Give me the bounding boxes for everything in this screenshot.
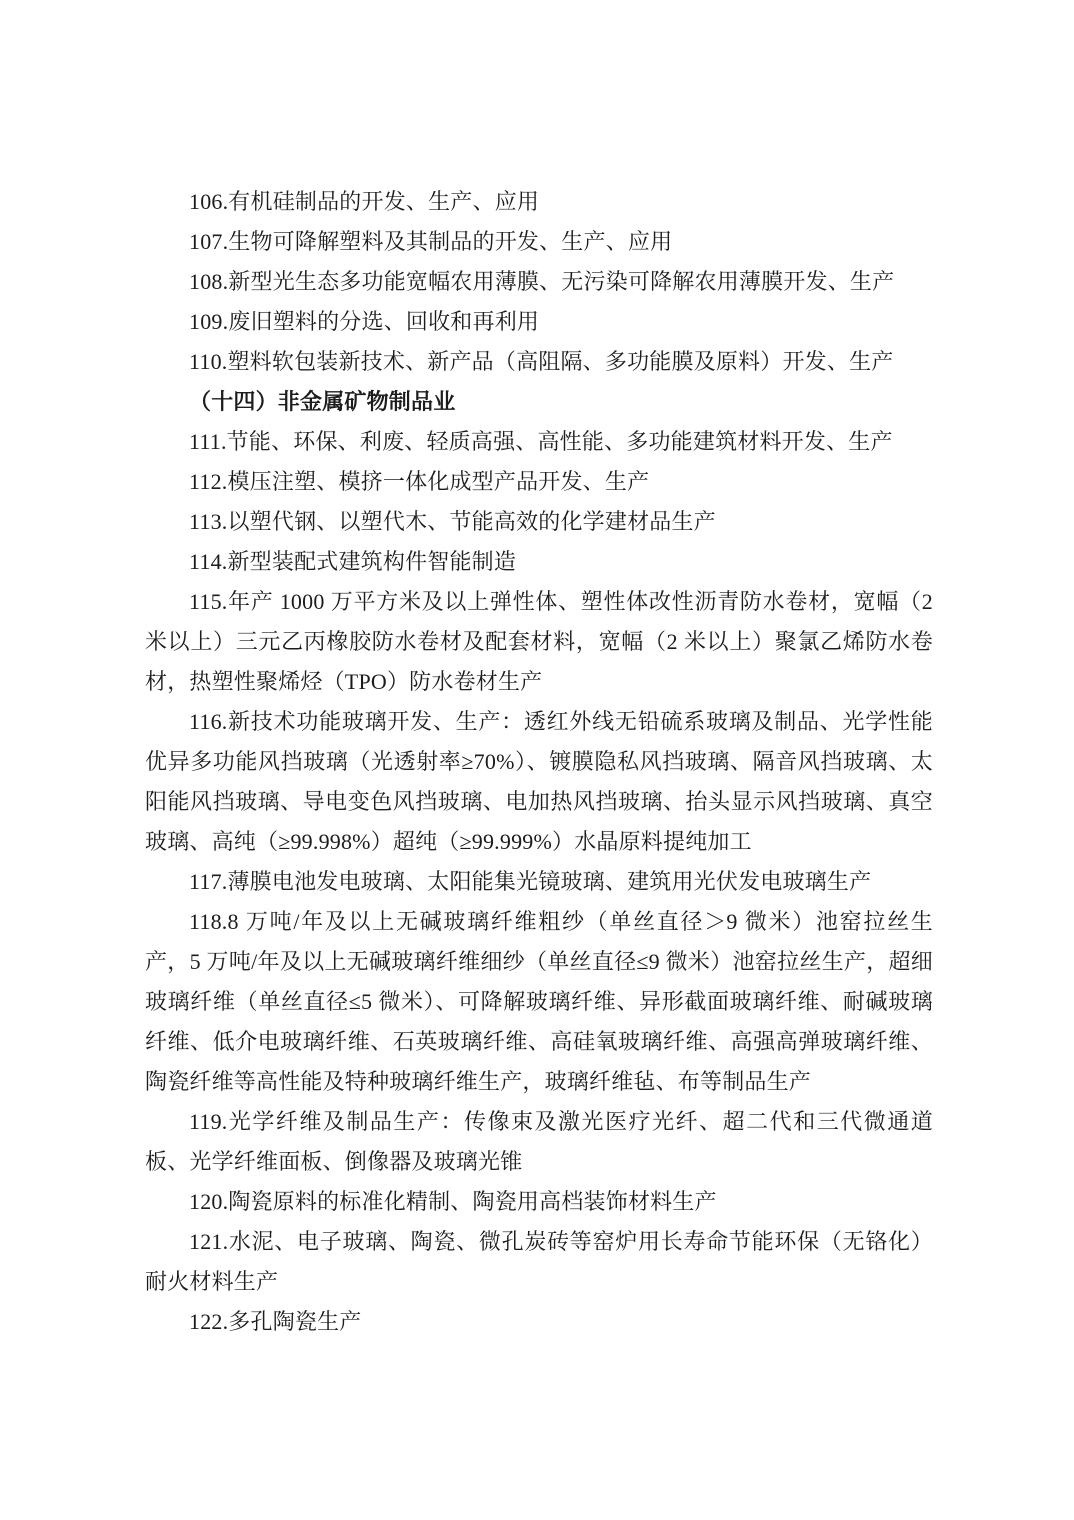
document-text-block bbox=[145, 182, 933, 1342]
list-item-115: 115.年产 1000 万平方米及以上弹性体、塑性体改性沥青防水卷材，宽幅（2 米以上）三元乙丙橡胶防水卷材及配套材料，宽幅（2 米以上）聚氯乙烯防水卷材，热塑性聚烯烃（TPO）防水卷材生产 bbox=[145, 589, 933, 694]
list-item-107: 107.生物可降解塑料及其制品的开发、生产、应用 bbox=[189, 229, 673, 254]
list-item-122: 122.多孔陶瓷生产 bbox=[189, 1309, 362, 1334]
list-item-116: 116.新技术功能玻璃开发、生产：透红外线无铅硫系玻璃及制品、光学性能优异多功能风挡玻璃（光透射率≥70%）、镀膜隐私风挡玻璃、隔音风挡玻璃、太阳能风挡玻璃、导电变色风挡玻璃、电加热风挡玻璃、抬头显示风挡玻璃、真空玻璃、高纯（≥99.998%）超纯（≥99.999%）水晶原料提纯加工 bbox=[145, 709, 933, 854]
list-item-111: 111.节能、环保、利废、轻质高强、高性能、多功能建筑材料开发、生产 bbox=[189, 429, 893, 454]
list-item-120: 120.陶瓷原料的标准化精制、陶瓷用高档装饰材料生产 bbox=[189, 1189, 717, 1214]
list-item-109: 109.废旧塑料的分选、回收和再利用 bbox=[189, 309, 540, 334]
list-item-117: 117.薄膜电池发电玻璃、太阳能集光镜玻璃、建筑用光伏发电玻璃生产 bbox=[189, 869, 872, 894]
list-item-112: 112.模压注塑、模挤一体化成型产品开发、生产 bbox=[189, 469, 650, 494]
list-item-114: 114.新型装配式建筑构件智能制造 bbox=[189, 549, 517, 574]
section-heading-14: （十四）非金属矿物制品业 bbox=[189, 389, 456, 414]
list-item-118: 118.8 万吨/年及以上无碱玻璃纤维粗纱（单丝直径＞9 微米）池窑拉丝生产，5 万吨/年及以上无碱玻璃纤维细纱（单丝直径≤9 微米）池窑拉丝生产，超细玻璃纤维（单丝直径≤5 微米）、可降解玻璃纤维、异形截面玻璃纤维、耐碱玻璃纤维、低介电玻璃纤维、石英玻璃纤维、高硅氧玻璃纤维、高强高弹玻璃纤维、陶瓷纤维等高性能及特种玻璃纤维生产，玻璃纤维毡、布等制品生产 bbox=[145, 909, 933, 1094]
list-item-108: 108.新型光生态多功能宽幅农用薄膜、无污染可降解农用薄膜开发、生产 bbox=[189, 269, 895, 294]
list-item-113: 113.以塑代钢、以塑代木、节能高效的化学建材品生产 bbox=[189, 509, 716, 534]
list-item-119: 119.光学纤维及制品生产：传像束及激光医疗光纤、超二代和三代微通道板、光学纤维面板、倒像器及玻璃光锥 bbox=[145, 1109, 933, 1174]
list-item-106: 106.有机硅制品的开发、生产、应用 bbox=[189, 189, 540, 214]
list-item-110: 110.塑料软包装新技术、新产品（高阻隔、多功能膜及原料）开发、生产 bbox=[189, 349, 894, 374]
list-item-121: 121.水泥、电子玻璃、陶瓷、微孔炭砖等窑炉用长寿命节能环保（无铬化）耐火材料生产 bbox=[145, 1229, 933, 1294]
